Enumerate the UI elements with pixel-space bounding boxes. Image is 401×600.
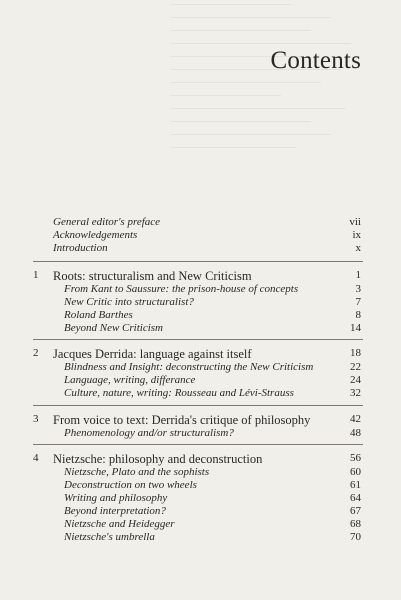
section-entry: [0, 296, 401, 310]
section-entry: [0, 283, 401, 297]
page-number: 60: [350, 466, 361, 478]
page-number: 7: [355, 296, 361, 308]
front-matter-entry: [0, 242, 401, 256]
page-number: 32: [350, 387, 361, 399]
front-matter-entry: [0, 229, 401, 243]
contents-heading: Contents: [270, 47, 361, 74]
section-title: From Kant to Saussure: the prison-house of concepts: [64, 283, 299, 295]
entry-title: Acknowledgements: [53, 229, 138, 241]
section-entry: [0, 427, 401, 441]
section-title: Nietzsche and Heidegger: [64, 518, 175, 530]
chapter-title: Roots: structuralism and New Criticism: [53, 269, 252, 283]
section-entry: [0, 518, 401, 532]
section-title: Roland Barthes: [64, 309, 133, 321]
section-entry: [0, 479, 401, 493]
section-title: New Critic into structuralist?: [64, 296, 194, 308]
page-number: 42: [350, 413, 361, 425]
page-number: 68: [350, 518, 361, 530]
section-entry: [0, 387, 401, 401]
page-number: 1: [355, 269, 361, 281]
section-title: Beyond New Criticism: [64, 322, 163, 334]
section-entry: [0, 309, 401, 323]
page-number: 56: [350, 452, 361, 464]
chapter-entry: [0, 347, 401, 361]
divider: [33, 405, 363, 406]
chapter-number: 3: [33, 413, 39, 425]
chapter-title: Jacques Derrida: language against itself: [53, 347, 252, 361]
page-number: 18: [350, 347, 361, 359]
chapter-title: Nietzsche: philosophy and deconstruction: [53, 452, 263, 466]
section-entry: [0, 531, 401, 545]
page-number: 67: [350, 505, 361, 517]
entry-title: General editor's preface: [53, 216, 161, 228]
entry-title: Introduction: [53, 242, 108, 254]
divider: [33, 261, 363, 262]
chapter-entry: [0, 413, 401, 427]
page-number: vii: [349, 216, 361, 228]
section-entry: [0, 374, 401, 388]
page-number: ix: [352, 229, 361, 241]
page-number: 64: [350, 492, 361, 504]
front-matter-entry: [0, 216, 401, 230]
chapter-entry: [0, 452, 401, 466]
section-title: Blindness and Insight: deconstructing the New Criticism: [64, 361, 314, 373]
divider: [33, 444, 363, 445]
page-number: 48: [350, 427, 361, 439]
page-number: 70: [350, 531, 361, 543]
section-entry: [0, 322, 401, 336]
chapter-title: From voice to text: Derrida's critique of philosophy: [53, 413, 311, 427]
page-number: 61: [350, 479, 361, 491]
show-through-text: [171, 4, 371, 194]
page-number: 22: [350, 361, 361, 373]
page-number: 3: [355, 283, 361, 295]
section-title: Beyond interpretation?: [64, 505, 166, 517]
section-title: Deconstruction on two wheels: [64, 479, 197, 491]
section-title: Nietzsche, Plato and the sophists: [64, 466, 210, 478]
section-entry: [0, 361, 401, 375]
section-title: Writing and philosophy: [64, 492, 168, 504]
section-title: Phenomenology and/or structuralism?: [64, 427, 234, 439]
section-title: Language, writing, differance: [64, 374, 196, 386]
divider: [33, 339, 363, 340]
page-number: 24: [350, 374, 361, 386]
section-entry: [0, 466, 401, 480]
section-title: Nietzsche's umbrella: [64, 531, 155, 543]
page-number: x: [355, 242, 361, 254]
section-title: Culture, nature, writing: Rousseau and Lévi-Strauss: [64, 387, 294, 399]
section-entry: [0, 505, 401, 519]
section-entry: [0, 492, 401, 506]
chapter-entry: [0, 269, 401, 283]
page-number: 8: [355, 309, 361, 321]
chapter-number: 1: [33, 269, 39, 281]
chapter-number: 2: [33, 347, 39, 359]
page-number: 14: [350, 322, 361, 334]
chapter-number: 4: [33, 452, 39, 464]
